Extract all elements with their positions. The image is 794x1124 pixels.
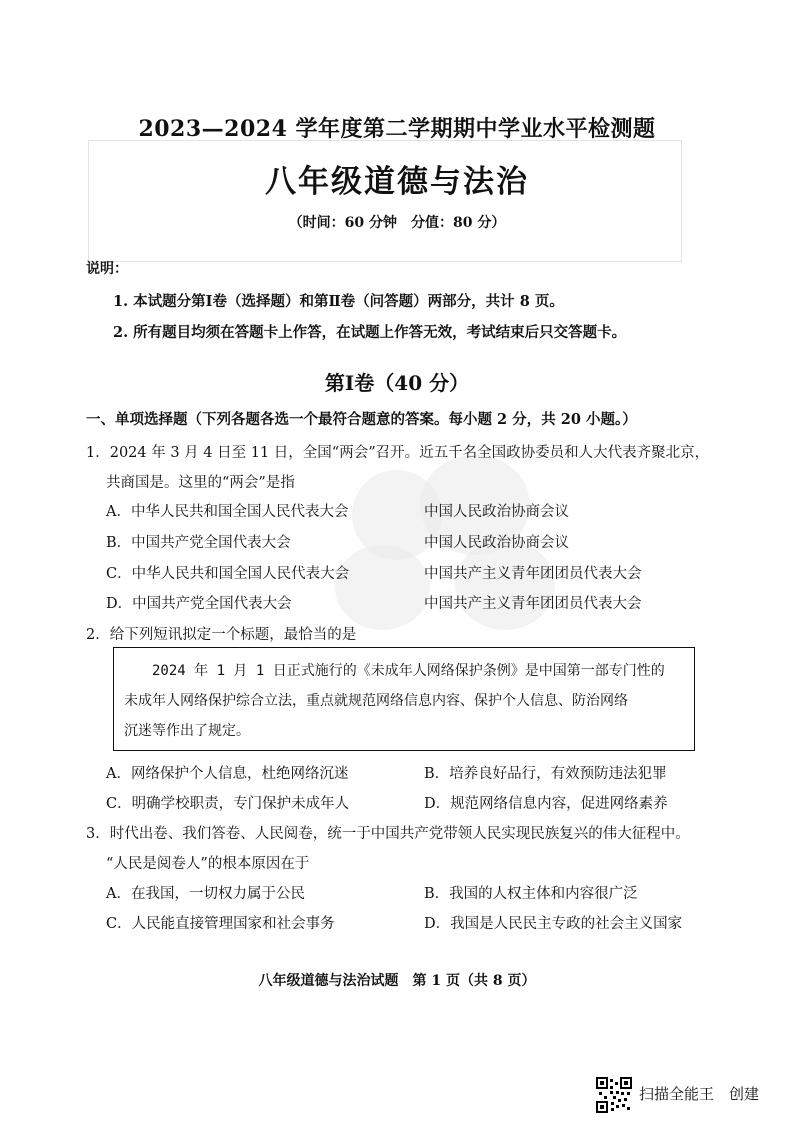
time-info: （时间：60 分钟 分值：80 分）: [288, 215, 506, 231]
q3-option-d: D．我国是人民民主专政的社会主义国家: [424, 916, 683, 932]
page-footer: 八年级道德与法治试题 第 1 页（共 8 页）: [258, 973, 536, 989]
exam-title: 2023—2024 学年度第二学期期中学业水平检测题: [138, 116, 656, 142]
background-stain: [455, 540, 555, 630]
q1-option-c-left: C．中华人民共和国全国人民代表大会: [106, 566, 350, 582]
question-1-stem: 共商国是。这里的“两会”是指: [106, 475, 295, 491]
q3-option-b: B．我国的人权主体和内容很广泛: [424, 886, 638, 902]
question-2-stem: 2．给下列短讯拟定一个标题，最恰当的是: [86, 627, 357, 643]
q3-option-a: A．在我国，一切权力属于公民: [106, 886, 305, 902]
background-stain: [335, 545, 430, 630]
note-item: 1. 本试题分第Ⅰ卷（选择题）和第Ⅱ卷（问答题）两部分，共计 8 页。: [113, 293, 564, 310]
news-box: [113, 647, 695, 751]
notes-label: 说明：: [86, 261, 128, 277]
scanner-watermark-text: 扫描全能王 创建: [639, 1085, 760, 1103]
q2-option-d: D．规范网络信息内容，促进网络素养: [424, 796, 668, 812]
news-line: 未成年人网络保护综合立法，重点就规范网络信息内容、保护个人信息、防治网络: [124, 693, 628, 709]
question-3-stem: 3．时代出卷、我们答卷、人民阅卷，统一于中国共产党带领人民实现民族复兴的伟大征程中。: [86, 826, 690, 842]
subject-title: 八年级道德与法治: [265, 164, 529, 200]
news-line: 沉迷等作出了规定。: [124, 723, 250, 739]
q1-option-d-right: 中国共产主义青年团团员代表大会: [424, 596, 642, 612]
q1-option-c-right: 中国共产主义青年团团员代表大会: [424, 566, 642, 582]
q1-option-b-left: B．中国共产党全国代表大会: [106, 535, 291, 551]
question-3-stem: “人民是阅卷人”的根本原因在于: [106, 856, 310, 872]
qr-code-icon: [596, 1077, 632, 1113]
section-title: 第Ⅰ卷（40 分）: [324, 371, 470, 395]
question-1-stem: 1．2024 年 3 月 4 日至 11 日，全国“两会”召开。近五千名全国政协委员和人大代表齐聚北京，: [86, 445, 710, 461]
note-item: 2. 所有题目均须在答题卡上作答，在试题上作答无效，考试结束后只交答题卡。: [113, 324, 627, 341]
q2-option-b: B．培养良好品行，有效预防违法犯罪: [424, 766, 667, 782]
news-line: 2024 年 1 月 1 日正式施行的《未成年人网络保护条例》是中国第一部专门性的: [124, 663, 665, 679]
q1-option-d-left: D．中国共产党全国代表大会: [106, 596, 292, 612]
q1-option-a-left: A．中华人民共和国全国人民代表大会: [106, 504, 349, 520]
q1-option-a-right: 中国人民政治协商会议: [424, 504, 569, 520]
q2-option-a: A．网络保护个人信息，杜绝网络沉迷: [106, 766, 349, 782]
q2-option-c: C．明确学校职责，专门保护未成年人: [106, 796, 350, 812]
q1-option-b-right: 中国人民政治协商会议: [424, 535, 569, 551]
part-heading: 一、单项选择题（下列各题各选一个最符合题意的答案。每小题 2 分，共 20 小题。）: [86, 411, 637, 428]
q3-option-c: C．人民能直接管理国家和社会事务: [106, 916, 335, 932]
